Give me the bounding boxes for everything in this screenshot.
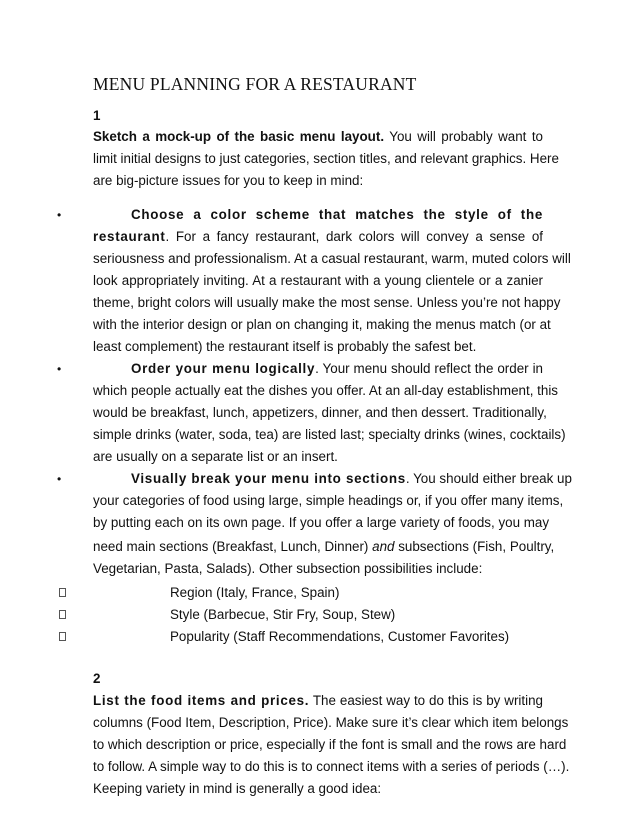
section-2-line-5: Keeping variety in mind is generally a good idea: bbox=[93, 781, 382, 796]
section-1-intro-text: You will probably want to bbox=[384, 129, 543, 144]
bullet-1-heading bbox=[93, 204, 543, 226]
bullet-2-text: . Your menu should reflect the order in bbox=[315, 361, 543, 376]
bullet-3-line-4-italic: and bbox=[372, 539, 395, 554]
bullet-1-line-2 bbox=[93, 226, 543, 248]
bullet-icon: • bbox=[57, 208, 62, 222]
bullet-2-line-1 bbox=[93, 358, 543, 380]
bullet-1-line-3: seriousness and professionalism. At a casual restaurant, warm, muted colors will bbox=[93, 251, 571, 266]
checkbox-square-icon bbox=[59, 632, 66, 641]
subitem-style: Style (Barbecue, Stir Fry, Soup, Stew) bbox=[170, 607, 396, 622]
subitem-region: Region (Italy, France, Spain) bbox=[170, 585, 340, 600]
page-title: MENU PLANNING FOR A RESTAURANT bbox=[93, 74, 417, 94]
bullet-3-line-3: by putting each on its own page. If you offer a large variety of foods, you may bbox=[93, 515, 550, 530]
section-1-intro-line-2: limit initial designs to just categories, section titles, and relevant graphics. Here bbox=[93, 151, 559, 166]
bullet-icon: • bbox=[57, 362, 62, 376]
bullet-3-line-2: your categories of food using large, simple headings or, if you offer many items, bbox=[93, 493, 564, 508]
bullet-3-line-4-part-a: need main sections (Breakfast, Lunch, Dinner) bbox=[93, 539, 373, 554]
section-1-heading: Sketch a mock-up of the basic menu layout. bbox=[93, 129, 385, 144]
bullet-1-heading-cont: restaurant bbox=[93, 229, 166, 244]
section-2-number: 2 bbox=[93, 671, 101, 686]
bullet-1-heading-text: Choose a color scheme that matches the style of the bbox=[131, 207, 543, 222]
bullet-3-line-5: Vegetarian, Pasta, Salads). Other subsection possibilities include: bbox=[93, 561, 483, 576]
bullet-1-line-4: look appropriately inviting. At a restaurant with a young clientele or a zanier bbox=[93, 273, 543, 288]
section-2-line-1 bbox=[93, 690, 543, 712]
section-2-text: The easiest way to do this is by writing bbox=[309, 693, 543, 708]
bullet-2-heading: Order your menu logically bbox=[131, 361, 316, 376]
section-1-number: 1 bbox=[93, 108, 101, 123]
bullet-3-line-1 bbox=[93, 468, 572, 490]
bullet-1-line-6: with the interior design or plan on changing it, making the menus match (or at bbox=[93, 317, 551, 332]
bullet-1-text: . For a fancy restaurant, dark colors will convey a sense of bbox=[165, 229, 543, 244]
section-1-intro-line-1 bbox=[93, 126, 543, 148]
bullet-2-line-5: are usually on a separate list or an insert. bbox=[93, 449, 338, 464]
section-2-line-3: to which description or price, especially if the font is small and the rows are hard bbox=[93, 737, 567, 752]
bullet-3-text: . You should either break up bbox=[405, 471, 572, 486]
checkbox-square-icon bbox=[59, 610, 66, 619]
bullet-icon: • bbox=[57, 472, 62, 486]
bullet-2-line-2: which people actually eat the dishes you offer. At an all-day establishment, this bbox=[93, 383, 558, 398]
bullet-3-line-4 bbox=[93, 536, 555, 558]
section-2-line-4: to follow. A simple way to do this is to connect items with a series of periods (…). bbox=[93, 759, 570, 774]
subitem-popularity: Popularity (Staff Recommendations, Customer Favorites) bbox=[170, 629, 510, 644]
section-1-intro-line-3: are big-picture issues for you to keep in mind: bbox=[93, 173, 364, 188]
bullet-3-heading: Visually break your menu into sections bbox=[131, 471, 406, 486]
bullet-2-line-4: simple drinks (water, soda, tea) are listed last; specialty drinks (wines, cocktails) bbox=[93, 427, 566, 442]
section-2-line-2: columns (Food Item, Description, Price). Make sure it’s clear which item belongs bbox=[93, 715, 569, 730]
checkbox-square-icon bbox=[59, 588, 66, 597]
bullet-2-line-3: would be breakfast, lunch, appetizers, dinner, and then dessert. Traditionally, bbox=[93, 405, 547, 420]
section-2-heading: List the food items and prices. bbox=[93, 693, 310, 708]
bullet-1-line-7: least complement) the restaurant itself is probably the safest bet. bbox=[93, 339, 477, 354]
bullet-1-line-5: theme, bright colors will usually make the most sense. Unless you’re not happy bbox=[93, 295, 561, 310]
bullet-3-line-4-part-b: subsections (Fish, Poultry, bbox=[394, 539, 555, 554]
